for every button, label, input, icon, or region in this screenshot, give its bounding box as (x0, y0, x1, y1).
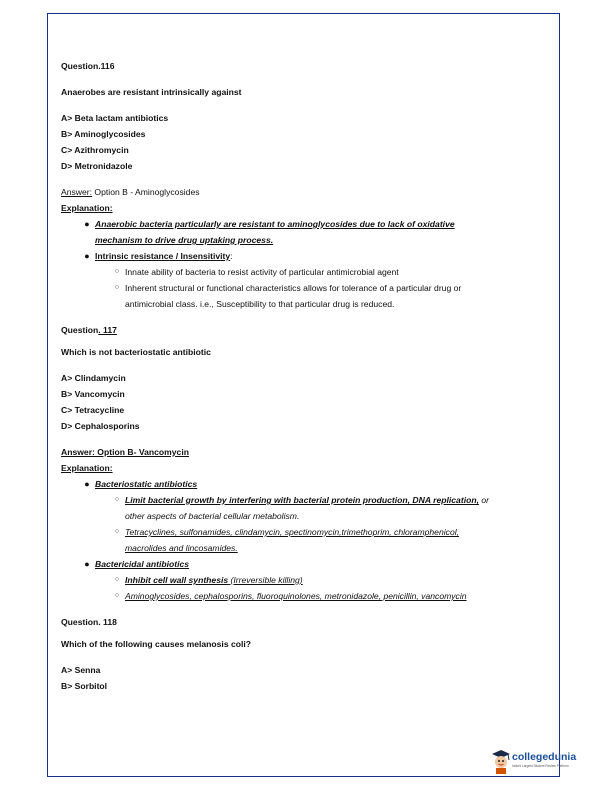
sub-bullet-text: Innate ability of bacteria to resist activity of particular antimicrobial agent (125, 267, 399, 277)
question-116 (61, 58, 546, 312)
question-stem: Which of the following causes melanosis coli? (61, 639, 252, 649)
sub-bullet-item: ○ Limit bacterial growth by interfering with bacterial protein production, DNA replication, or other aspects of bacterial cellular metabolism. (61, 492, 546, 524)
option-c: C> Tetracycline (61, 405, 125, 415)
sub-bullet-item: ○ Tetracyclines, sulfonamides, clindamycin, spectinomycin,trimethoprim, chloramphenicol, macrolides and lincosamides. (61, 524, 546, 556)
bullet-item (61, 216, 546, 248)
answer-line: Answer: Option B- Vancomycin (61, 447, 189, 457)
bullet-text: Intrinsic resistance / Insensitivity (95, 251, 231, 261)
answer-label: Answer: (61, 187, 93, 197)
explanation-label: Explanation: (61, 203, 113, 213)
option-d: D> Metronidazole (61, 161, 133, 171)
hollow-circle-icon: ○ (114, 592, 120, 599)
option-b: B> Sorbitol (61, 681, 108, 691)
option-a: A> Senna (61, 665, 101, 675)
option-c: C> Azithromycin (61, 145, 129, 155)
bullet-item: ● Intrinsic resistance / Insensitivity: (61, 248, 546, 264)
hollow-circle-icon: ○ (114, 528, 120, 535)
bullet-text-line2: mechanism to drive drug uptaking process. (95, 235, 274, 245)
sub-bullet-item (61, 264, 546, 280)
option-b: B> Aminoglycosides (61, 129, 146, 139)
answer-line (61, 184, 546, 200)
bullet-icon: ● (84, 251, 90, 261)
hollow-circle-icon: ○ (114, 268, 120, 275)
bullet-text: Bactericidal antibiotics (95, 559, 190, 569)
bullet-item (61, 556, 546, 572)
hollow-circle-icon: ○ (114, 496, 120, 503)
question-118 (61, 614, 546, 694)
question-title: Question.116 (61, 61, 115, 71)
collegedunia-logo (490, 748, 577, 774)
bullet-icon: ● (84, 559, 90, 569)
bullet-icon: ● (84, 479, 90, 489)
document-content (61, 58, 546, 694)
explanation-label: Explanation: (61, 463, 113, 473)
option-b: B> Vancomycin (61, 389, 125, 399)
bullet-icon: ● (84, 219, 90, 229)
question-117 (61, 322, 546, 604)
sub-bullet-item: ○ Inherent structural or functional characteristics allows for tolerance of a particular drug or antimicrobial class. i.e., Susceptibility to that particular drug is reduced. (61, 280, 546, 312)
answer-text: Option B - Aminoglycosides (92, 187, 200, 197)
option-a: A> Clindamycin (61, 373, 126, 383)
bullet-text-line1: Anaerobic bacteria particularly are resistant to aminoglycosides due to lack of oxidative (95, 219, 455, 229)
sub-bullet-item: ○ Inhibit cell wall synthesis (Irreversible killing) (61, 572, 546, 588)
hollow-circle-icon: ○ (114, 284, 120, 291)
option-d: D> Cephalosporins (61, 421, 140, 431)
option-a: A> Beta lactam antibiotics (61, 113, 169, 123)
sub-bullet-item: ○ Aminoglycosides, cephalosporins, fluoroquinolones, metronidazole, penicillin, vancomycin (61, 588, 546, 604)
bullet-text: Bacteriostatic antibiotics (95, 479, 198, 489)
logo-name: collegedunia (512, 751, 577, 763)
question-title: Question. 117 (61, 325, 117, 335)
question-title: Question. 118 (61, 617, 117, 627)
question-stem: Anaerobes are resistant intrinsically against (61, 87, 242, 97)
question-stem: Which is not bacteriostatic antibiotic (61, 347, 211, 357)
hollow-circle-icon: ○ (114, 576, 120, 583)
bullet-item (61, 476, 546, 492)
mascot-icon (490, 748, 512, 774)
logo-tagline: India's Largest Student Review Platform (512, 764, 569, 768)
